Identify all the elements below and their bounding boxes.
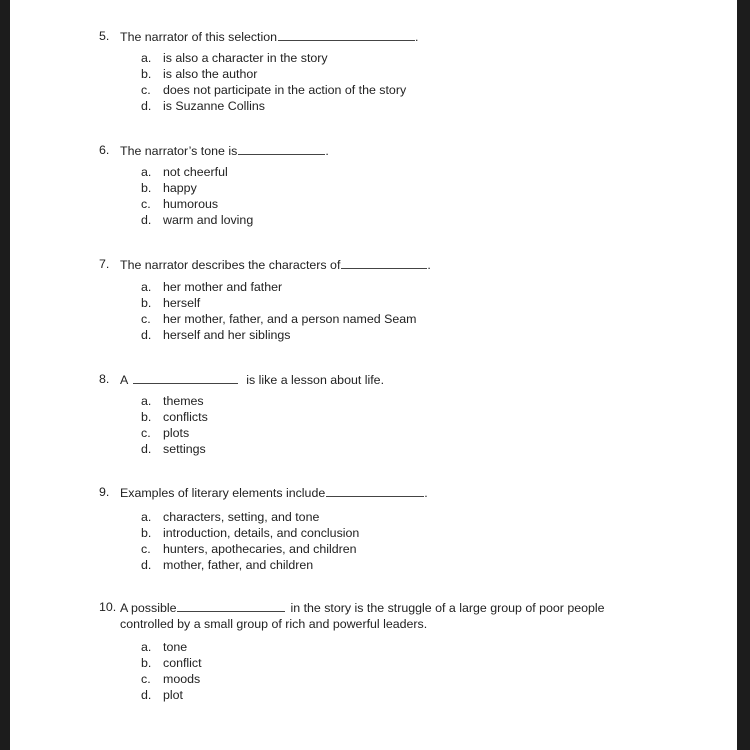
option-d [141, 327, 416, 343]
option-text: her mother, father, and a person named Seam [163, 312, 417, 326]
option-d [141, 441, 208, 457]
stem-text: A possible [120, 601, 177, 615]
option-letter: a. [141, 51, 152, 65]
option-d [141, 212, 253, 228]
option-letter: b. [141, 526, 152, 540]
option-text: conflicts [163, 410, 208, 424]
option-a [141, 393, 208, 409]
options-list [141, 639, 202, 703]
question-stem [120, 257, 431, 273]
option-c [141, 541, 359, 557]
option-b [141, 525, 359, 541]
option-letter: d. [141, 328, 152, 342]
option-letter: c. [141, 197, 151, 211]
option-b [141, 66, 406, 82]
answer-blank [133, 372, 238, 384]
option-b [141, 655, 202, 671]
option-a [141, 164, 253, 180]
option-text: tone [163, 640, 188, 654]
option-text: is also a character in the story [163, 51, 328, 65]
question-number: 7. [99, 257, 110, 271]
option-c [141, 82, 406, 98]
option-a [141, 50, 406, 66]
option-text: her mother and father [163, 280, 283, 294]
option-text: moods [163, 672, 201, 686]
answer-blank [326, 485, 424, 497]
option-letter: c. [141, 312, 151, 326]
option-letter: a. [141, 165, 152, 179]
option-text: plot [163, 688, 183, 702]
options-list [141, 509, 359, 573]
stem-text: The narrator of this selection [120, 30, 278, 44]
option-letter: d. [141, 213, 152, 227]
option-letter: d. [141, 688, 152, 702]
option-letter: d. [141, 99, 152, 113]
option-letter: a. [141, 280, 152, 294]
option-text: warm and loving [163, 213, 254, 227]
stem-text: The narrator describes the characters of [120, 258, 341, 272]
option-letter: b. [141, 181, 152, 195]
stem-end: is like a lesson about life. [246, 373, 385, 387]
question-stem [120, 143, 329, 159]
option-b [141, 409, 208, 425]
question-number: 5. [99, 29, 110, 43]
option-text: conflict [163, 656, 202, 670]
option-text: does not participate in the action of the story [163, 83, 407, 97]
option-text: themes [163, 394, 204, 408]
option-c [141, 671, 202, 687]
question-stem [120, 29, 418, 45]
option-letter: a. [141, 394, 152, 408]
option-text: plots [163, 426, 190, 440]
option-letter: c. [141, 542, 151, 556]
option-letter: a. [141, 510, 152, 524]
stem-text: Examples of literary elements include [120, 486, 326, 500]
question-number: 9. [99, 485, 110, 499]
option-letter: c. [141, 83, 151, 97]
option-c [141, 311, 416, 327]
question-stem [120, 600, 605, 632]
question-number: 6. [99, 143, 110, 157]
option-text: happy [163, 181, 197, 195]
option-c [141, 425, 208, 441]
options-list [141, 279, 416, 343]
stem-end: in the story is the struggle of a large group of poor people [290, 601, 605, 615]
option-letter: b. [141, 410, 152, 424]
option-letter: d. [141, 558, 152, 572]
answer-blank [278, 29, 415, 41]
option-a [141, 639, 202, 655]
option-text: is Suzanne Collins [163, 99, 265, 113]
option-letter: b. [141, 656, 152, 670]
option-text: introduction, details, and conclusion [163, 526, 360, 540]
option-c [141, 196, 253, 212]
option-letter: b. [141, 296, 152, 310]
option-d [141, 98, 406, 114]
option-letter: b. [141, 67, 152, 81]
option-text: herself and her siblings [163, 328, 291, 342]
option-text: settings [163, 442, 206, 456]
stem-end: . [415, 30, 419, 44]
option-text: not cheerful [163, 165, 228, 179]
options-list [141, 164, 253, 228]
question-stem [120, 485, 428, 501]
question-number: 8. [99, 372, 110, 386]
option-text: mother, father, and children [163, 558, 314, 572]
option-b [141, 295, 416, 311]
question-stem [120, 372, 384, 388]
option-text: characters, setting, and tone [163, 510, 320, 524]
option-letter: c. [141, 426, 151, 440]
answer-blank [177, 600, 285, 612]
option-text: hunters, apothecaries, and children [163, 542, 357, 556]
option-d [141, 557, 359, 573]
options-list [141, 50, 406, 114]
worksheet-page [10, 0, 737, 750]
stem-text: The narrator’s tone is [120, 144, 238, 158]
question-number: 10. [99, 600, 117, 614]
stem-text: A [120, 373, 129, 387]
option-text: is also the author [163, 67, 258, 81]
option-a [141, 509, 359, 525]
answer-blank [238, 143, 325, 155]
answer-blank [341, 257, 427, 269]
option-text: humorous [163, 197, 219, 211]
stem-end: . [325, 144, 329, 158]
stem-end: . [427, 258, 431, 272]
option-a [141, 279, 416, 295]
option-b [141, 180, 253, 196]
option-letter: a. [141, 640, 152, 654]
options-list [141, 393, 208, 457]
stem-end: . [424, 486, 428, 500]
option-letter: c. [141, 672, 151, 686]
stem-line-2: controlled by a small group of rich and powerful leaders. [120, 617, 428, 631]
option-d [141, 687, 202, 703]
option-text: herself [163, 296, 201, 310]
option-letter: d. [141, 442, 152, 456]
